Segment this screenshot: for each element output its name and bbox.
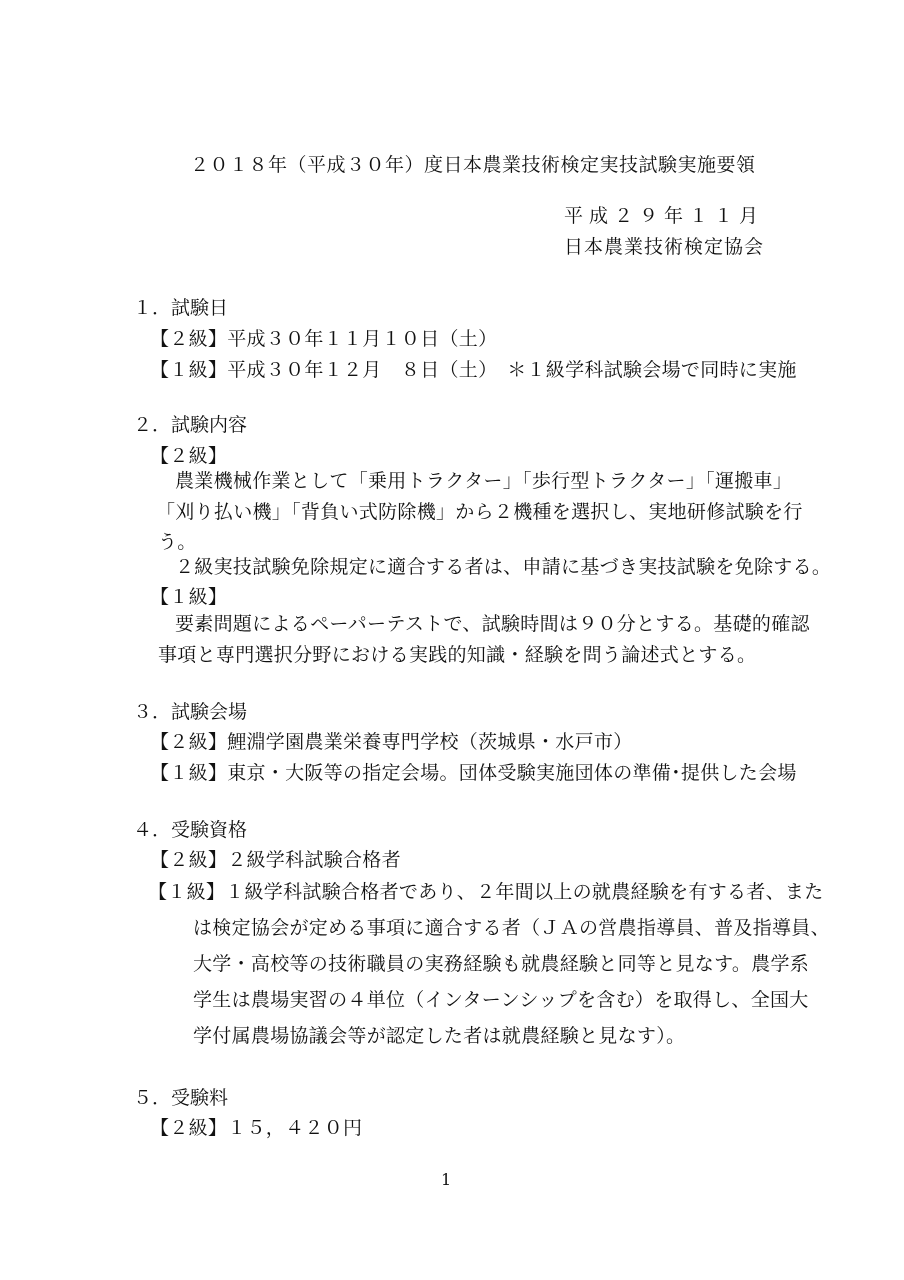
section-line: 大学・高校等の技術職員の実務経験も就農経験と同等と見なす。農学系 (193, 953, 810, 975)
section-line: 【２級】２級学科試験合格者 (150, 849, 401, 871)
section-line: ２級実技試験免除規定に適合する者は、申請に基づき実技試験を免除する。 (175, 556, 832, 578)
section-line: は検定協会が定める事項に適合する者（ＪＡの営農指導員、普及指導員、 (193, 917, 830, 939)
section-line: 要素問題によるペーパーテストで、試験時間は９０分とする。基礎的確認 (175, 613, 810, 635)
section-line: 【２級】 (150, 445, 228, 467)
section-line: 農業機械作業として「乗用トラクター」「歩行型トラクター」「運搬車」 (175, 470, 793, 492)
section-line: 学生は農場実習の４単位（インターンシップを含む）を取得し、全国大 (193, 989, 809, 1011)
section-line: 【２級】鯉淵学園農業栄養専門学校（茨城県・水戸市） (150, 731, 633, 753)
section-heading-exam-content: ２．試験内容 (133, 414, 248, 436)
section-line: 【１級】東京・大阪等の指定会場。団体受験実施団体の準備･提供した会場 (150, 762, 797, 784)
section-heading-exam-date: １．試験日 (133, 297, 229, 319)
section-line: 【２級】平成３０年１１月１０日（土） (150, 328, 498, 350)
section-line: う。 (158, 531, 197, 553)
section-line: 【１級】平成３０年１２月 ８日（土） ＊１級学科試験会場で同時に実施 (150, 359, 797, 381)
section-line: 【２級】１５，４２０円 (150, 1117, 363, 1139)
section-heading-exam-fee: ５．受験料 (133, 1087, 229, 1109)
section-heading-eligibility: ４．受験資格 (133, 819, 248, 841)
section-line: 事項と専門選択分野における実践的知識・経験を問う論述式とする。 (158, 644, 757, 666)
page-number: 1 (441, 1170, 452, 1189)
section-line: 学付属農場協議会等が認定した者は就農経験と見なす）。 (193, 1025, 686, 1047)
section-heading-exam-venue: ３．試験会場 (133, 701, 248, 723)
document-title: ２０１８年（平成３０年）度日本農業技術検定実技試験実施要領 (190, 154, 756, 176)
document-date: 平成２９年１１月 (563, 205, 764, 227)
section-line: 【１級】１級学科試験合格者であり、２年間以上の就農経験を有する者、また (148, 881, 824, 903)
section-line: 「刈り払い機」「背負い式防除機」から２機種を選択し、実地研修試験を行 (156, 501, 803, 523)
organization-name: 日本農業技術検定協会 (563, 236, 764, 258)
section-line: 【１級】 (150, 586, 228, 608)
